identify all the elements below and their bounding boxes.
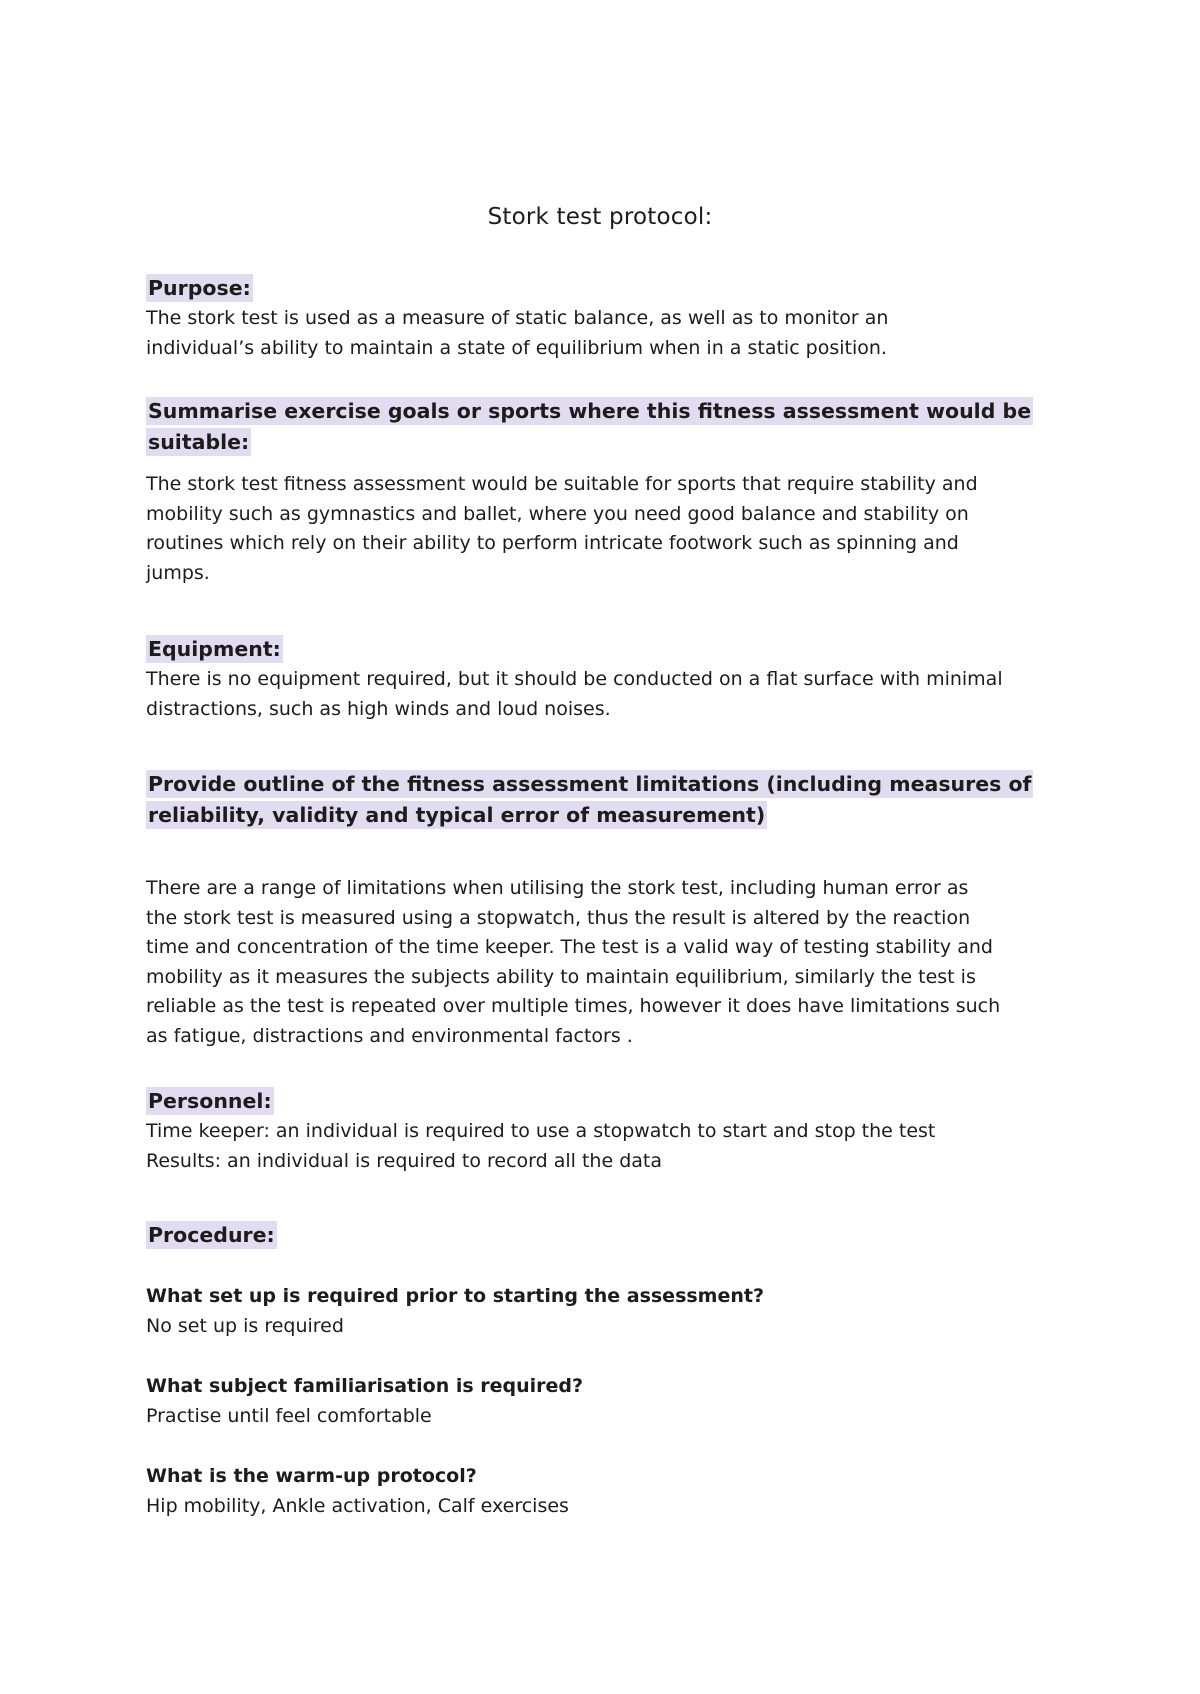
limitations-text: There are a range of limitations when utilising the stork test, including human error as the stork test is measured using a stopwatch, thus the result is altered by the reaction time and concentration of the time keeper. The test is a valid way of testing stability and mobility as it measures the subjects ability to maintain equilibrium, similarly the test is reliable as the test is repeated over multiple times, however it does have limitations such as fatigue, distractions and environmental factors . — [146, 877, 1001, 1047]
answer-text: Hip mobility, Ankle activation, Calf exercises — [146, 1494, 569, 1517]
procedure-question-1 — [146, 1282, 1066, 1341]
personnel-text: Time keeper: an individual is required to use a stopwatch to start and stop the test Results: an individual is required to record all the data — [146, 1120, 936, 1172]
equipment-heading: Equipment: — [148, 637, 281, 661]
purpose-section — [146, 273, 1066, 363]
equipment-section — [146, 634, 1066, 724]
question-text: What is the warm-up protocol? — [146, 1465, 477, 1487]
limitations-section — [146, 769, 1066, 831]
purpose-heading: Purpose: — [148, 276, 251, 300]
answer-text: No set up is required — [146, 1314, 344, 1337]
document-title: Stork test protocol: — [487, 204, 713, 230]
summary-text: The stork test fitness assessment would be suitable for sports that require stability and mobility such as gymnastics and ballet, where you need good balance and stability on routines which rely on their ability to perform intricate footwork such as spinning and jumps. — [146, 473, 978, 584]
summary-heading: Summarise exercise goals or sports where this fitness assessment would be suitable: — [148, 399, 1032, 454]
limitations-body — [146, 874, 1066, 1052]
purpose-text: The stork test is used as a measure of static balance, as well as to monitor an individual’s ability to maintain a state of equilibrium when in a static position. — [146, 307, 889, 359]
procedure-question-2 — [146, 1372, 1066, 1431]
limitations-heading: Provide outline of the fitness assessment limitations (including measures of reliability, validity and typical error of measurement) — [148, 772, 1032, 827]
personnel-heading: Personnel: — [148, 1089, 272, 1113]
answer-text: Practise until feel comfortable — [146, 1404, 432, 1427]
procedure-question-3 — [146, 1462, 1066, 1521]
procedure-section — [146, 1220, 1066, 1251]
question-text: What set up is required prior to starting the assessment? — [146, 1285, 765, 1307]
summary-body — [146, 470, 1066, 588]
personnel-section — [146, 1086, 1066, 1176]
summary-section — [146, 396, 1066, 458]
question-text: What subject familiarisation is required? — [146, 1375, 584, 1397]
equipment-text: There is no equipment required, but it should be conducted on a flat surface with minimal distractions, such as high winds and loud noises. — [146, 668, 1003, 720]
procedure-heading: Procedure: — [148, 1223, 275, 1247]
